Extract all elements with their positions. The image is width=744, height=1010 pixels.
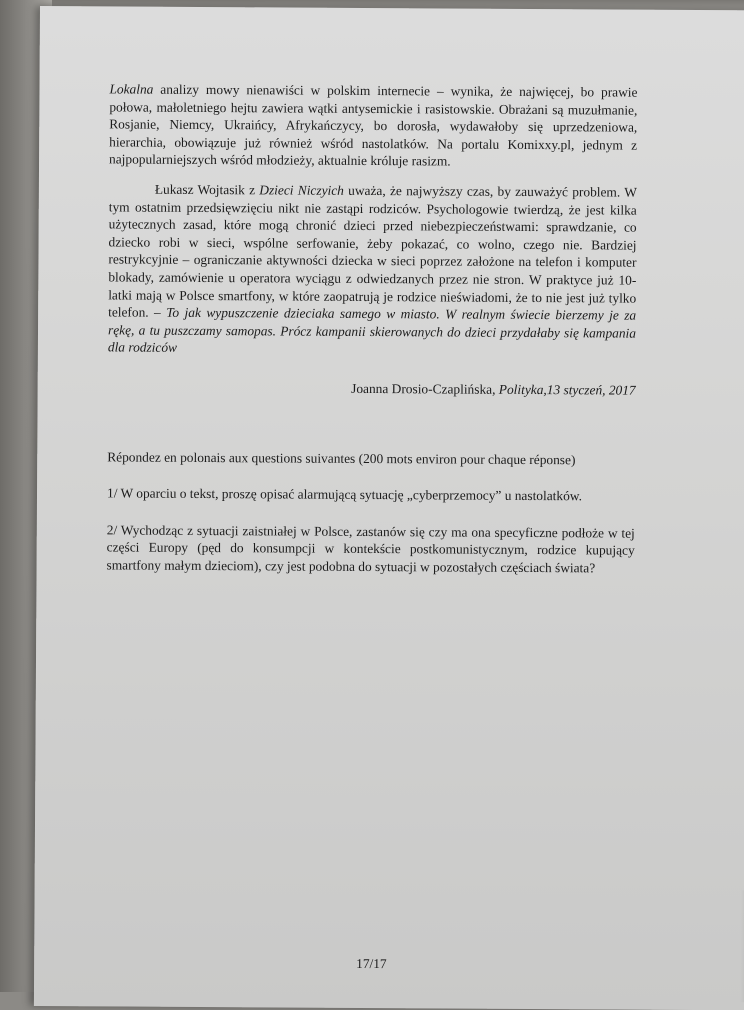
instruction-text: Répondez en polonais aux questions suivantes (200 mots environ pour chaque réponse) xyxy=(107,448,576,467)
organization-name: Dzieci Niczyich xyxy=(259,182,344,198)
article-paragraph-2 xyxy=(108,180,637,359)
question-2: 2/ Wychodząc z sytuacji zaistniałej w Polsce, zastanów się czy ma ona specyficzne podłoże w tej części Europy (pęd do konsumpcji w kontekście postkomunistycznym, rodzice kupujący smartfony małym dzieciom), czy jest podobna do sytuacji w pozostałych częściach świata? xyxy=(106,522,635,576)
document-page xyxy=(34,6,744,1010)
article-paragraph-1 xyxy=(109,80,638,171)
paragraph-1-text: analizy mowy nienawiści w polskim internecie – wynika, że najwięcej, bo prawie połowa, małoletniego hejtu zawiera wątki antysemickie i rasistowskie. Obrażani są muzułmanie, Rosjanie, Niemcy, Ukraińcy, Afrykańczycy, bo dorosła, wydawałoby się uprzedzeniowa, hierarchia, obowiązuje już również wśród nastolatków. Na portalu Komixxy.pl, jednym z najpopularniejszych wśród młodzieży, aktualnie króluje rasizm. xyxy=(109,81,638,169)
paragraph-2-intro: Łukasz Wojtasik z xyxy=(154,181,260,198)
paragraph-2-body: uważa, że najwyższy czas, by zauważyć problem. W tym ostatnim przedsięwzięciu nikt nie zastąpi rodziców. Psychologowie twierdzą, że jest kilka użytecznych zasad, które mogą chronić dzieci przed niebezpieczeństwami: sprawdzanie, co dziecko robi w sieci, wspólne serfowanie, żeby pokazać, co wolno, czego nie. Bardziej restrykcyjnie – ograniczanie aktywności dziecka w sieci poprzez założone na telefon i komputer blokady, zamówienie u operatora wyciągu z odwiedzanych przez nie stron. W praktyce już 10-latki mają w Polsce smartfony, w które zaopatrują je rodzice nieświadomi, że to nie jest już tylko telefon. – xyxy=(108,182,637,320)
page-number: 17/17 xyxy=(356,955,387,972)
exam-questions xyxy=(107,448,636,577)
article-attribution xyxy=(108,378,636,399)
paragraph-lead-word: Lokalna xyxy=(109,81,154,97)
expert-quote: To jak wypuszczenie dzieciaka samego w miasto. W realnym świecie bierzemy je za rękę, a tu puszczamy samopas. Prócz kampanii skierowanych do dzieci przydałaby się kampania dla rodziców xyxy=(107,304,637,356)
question-1: 1/ W oparciu o tekst, proszę opisać alarmującą sytuację „cyberprzemocy” u nastolatków. xyxy=(106,485,583,504)
article-source: Polityka,13 styczeń, 2017 xyxy=(498,381,636,398)
author-name: Joanna Drosio-Czaplińska, xyxy=(351,380,499,397)
page-content xyxy=(107,80,638,577)
page-shadow-edge xyxy=(740,890,744,1002)
